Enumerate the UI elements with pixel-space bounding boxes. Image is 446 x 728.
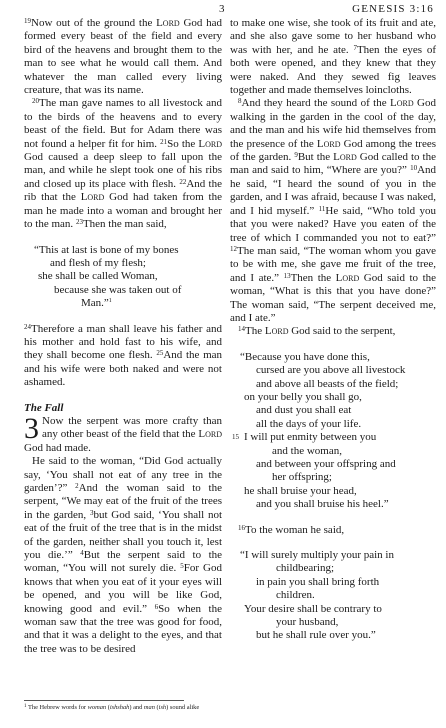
verse-number: 15: [232, 433, 239, 442]
right-column: [230, 17, 436, 643]
poem-line: in pain you shall bring forth: [256, 575, 380, 588]
poem-line: Your desire shall be contrary to: [244, 602, 382, 615]
poem-line: “Because you have done this,: [240, 350, 370, 363]
verse-number: 16: [238, 523, 245, 532]
verse-19: $^{19}$Now out of the ground the Lord God had formed every beast of the field and every bird of the heavens and brought them to the man to see what he would call them. And whatever the man called every living creature, that was its name.: [24, 17, 223, 97]
page-header: [0, 3, 446, 17]
poem-line: and above all beasts of the field;: [256, 377, 399, 390]
page-number: 3: [219, 3, 225, 15]
poem-line: children.: [276, 589, 315, 602]
divine-name: Lord: [80, 191, 105, 204]
verse-number: 20: [32, 97, 39, 106]
chapter-3-verse-1: 3 Now the serpent was more crafty than any other beast of the field that the Lord God had made.: [24, 411, 222, 454]
poem-line: her offspring;: [272, 471, 332, 484]
verse-number: 25: [156, 349, 164, 358]
verse-14: $^{14}$The Lord God said to the serpent,: [238, 325, 396, 338]
poem-line: your husband,: [276, 616, 339, 629]
poem-line: and flesh of my flesh;: [50, 256, 146, 269]
divine-name: Lord: [390, 97, 414, 110]
verse-number: 22: [179, 177, 187, 186]
divine-name: Lord: [198, 428, 222, 441]
divine-name: Lord: [264, 325, 289, 338]
footnote-marker[interactable]: 1: [108, 298, 112, 305]
verse-16: $^{16}$To the woman he said,: [238, 523, 345, 536]
running-head: GENESIS 3:16: [352, 3, 434, 15]
poem-serpent: [230, 351, 436, 512]
poem-line: she shall be called Woman,: [38, 270, 158, 283]
footnote-divider: [24, 700, 184, 701]
poem-line: on your belly you shall go,: [244, 390, 362, 403]
verse-1b: He said to the woman, “Did God actually say, ‘You shall not eat of any tree in the garden’?” $^2$And the woman said to the serpent, “We may eat of the fruit of the trees in the garden, $^3$but God said, ‘You shall not eat of the fruit of the tree that is in the midst of the garden, neither shall you touch it, lest you die.’” $^4$But the serpent said to the woman, “You will not surely die. $^5$For God knows that when you eat of it your eyes will be opened, and you will be like God, knowing good and evil.” $^6$So when the woman saw that the tree was good for food, and that it was a delight to the eyes, and that the tree was to be desired: [24, 455, 223, 655]
section-heading: The Fall: [24, 401, 64, 414]
poem-line: and dust you shall eat: [256, 404, 352, 417]
verse-number: 3: [89, 508, 94, 517]
verse-number: 13: [283, 271, 291, 280]
verse-number: 10: [410, 164, 418, 173]
verse-24: $^{24}$Therefore a man shall leave his father and his mother and hold fast to his wife, and they shall become one flesh. $^{25}$And the man and his wife were both naked and were not ashamed.: [24, 322, 223, 389]
verse-number: 24: [24, 322, 31, 331]
verse-number: 12: [230, 244, 237, 253]
poem-line: 15 I will put enmity between you: [232, 431, 377, 444]
poem-line: he shall bruise your head,: [244, 484, 357, 497]
verse-number: 9: [294, 151, 298, 160]
verse-6-cont: to make one wise, she took of its fruit and ate, and she also gave some to her husband who was with her, and he ate. $^7$Then the eyes of both were opened, and they knew that they were naked. And they sewed fig leaves together and made themselves loincloths.: [230, 17, 436, 97]
verse-number: 23: [75, 218, 83, 227]
poem-woman: [230, 549, 436, 643]
poem-line: “I will surely multiply your pain in: [240, 549, 394, 562]
verse-20: $^{20}$The man gave names to all livestock and to the birds of the heavens and to every beast of the field. But for Adam there was not found a helper fit for him. $^{21}$So the Lord God caused a deep sleep to fall upon the man, and while he slept took one of his ribs and closed up its place with flesh. $^{22}$And the rib that the Lord God had taken from the man he made into a woman and brought her to the man. $^{23}$Then the man said,: [24, 97, 223, 231]
poem-line: “This at last is bone of my bones: [34, 243, 179, 256]
verse-number: 21: [160, 137, 168, 146]
verse-number: 2: [75, 482, 79, 490]
verse-8: $^8$And they heard the sound of the Lord God walking in the garden in the cool of the day, and the man and his wife hid themselves from the presence of the Lord God among the trees of the garden. $^9$But the Lord God called to the man and said to him, “Where are you?” $^{10}$And he said, “I heard the sound of you in the garden, and I was afraid, because I was naked, and I hid myself.” $^{11}$He said, “Who told you that you were naked? Have you eaten of the tree of which I commanded you not to eat?” $^{12}$The man said, “The woman whom you gave to be with me, she gave me fruit of the tree, and I ate.” $^{13}$Then the Lord God said to the woman, “What is this that you have done?” The woman said, “The serpent deceived me, and I ate.”: [230, 97, 437, 324]
poem-line: cursed are you above all livestock: [256, 364, 406, 377]
poem-line: and between your offspring and: [256, 458, 396, 470]
verse-number: 7: [353, 43, 357, 52]
left-column: [24, 17, 222, 656]
verse-number: 4: [80, 549, 84, 558]
poem-line: Man.”$^1$: [81, 297, 112, 310]
divine-name: Lord: [335, 271, 360, 284]
divine-name: Lord: [198, 137, 223, 150]
verse-number: 11: [318, 204, 326, 213]
footnote-number: 1: [24, 704, 27, 709]
divine-name: Lord: [156, 17, 180, 29]
verse-number: 6: [154, 602, 159, 611]
verse-number: 5: [180, 562, 184, 571]
poem-line: and the woman,: [272, 444, 342, 457]
footnote: $^1$ The Hebrew words for woman (ishshah) and man (ish) sound alike: [24, 704, 200, 711]
divine-name: Lord: [333, 151, 357, 164]
poem-line: childbearing;: [276, 562, 335, 575]
poem-line: and you shall bruise his heel.”: [256, 498, 389, 511]
poem-line: all the days of your life.: [256, 417, 362, 430]
verse-number: 8: [238, 97, 242, 106]
verse-number: 19: [24, 17, 31, 25]
divine-name: Lord: [316, 137, 341, 150]
poem-line: because she was taken out of: [54, 283, 182, 296]
verse-number: 14: [238, 325, 245, 334]
poem-line: but he shall rule over you.”: [256, 629, 376, 642]
poem-adam: [24, 244, 222, 311]
chapter-number: 3: [24, 411, 39, 445]
